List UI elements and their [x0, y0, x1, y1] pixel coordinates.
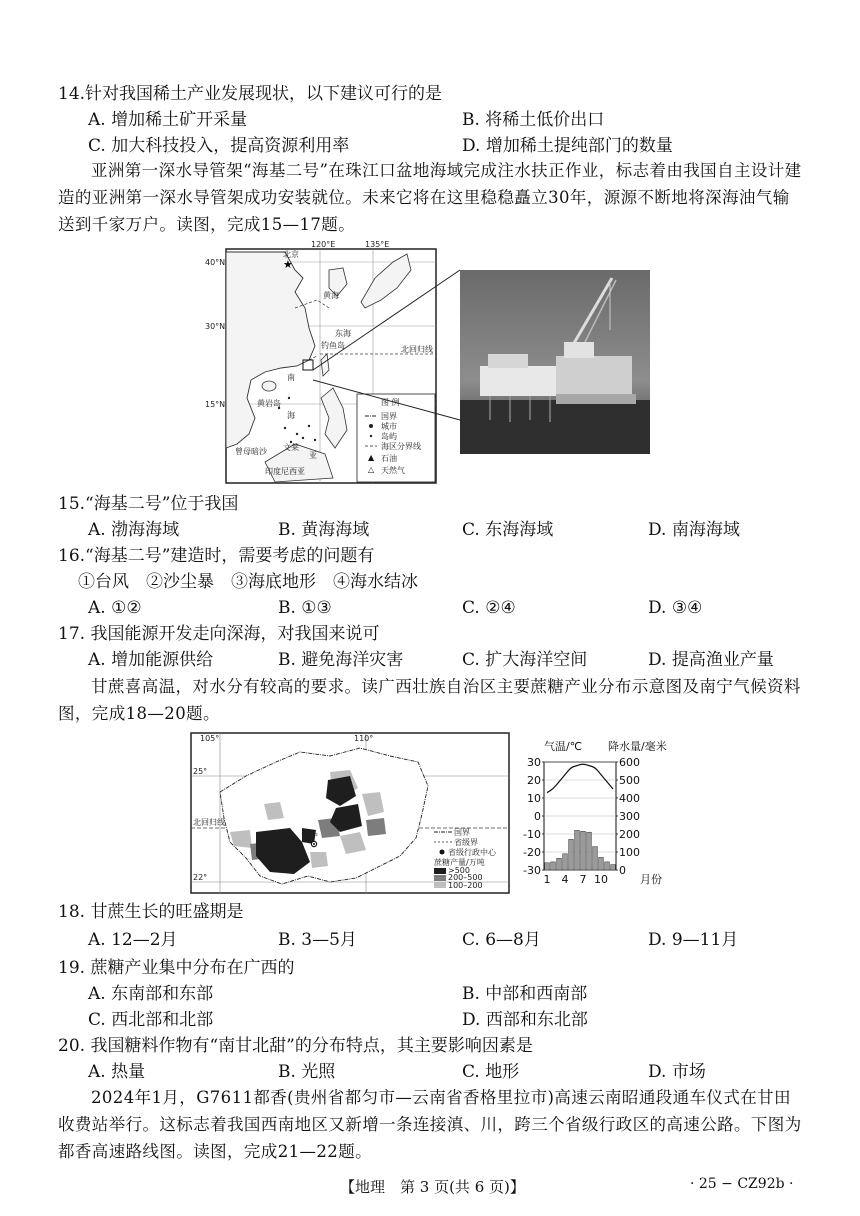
lon-110-label: 110°	[354, 734, 374, 743]
q19-option-d: D. 西部和东北部	[462, 1010, 588, 1030]
zengmu-label: 曾母暗沙	[235, 447, 267, 456]
guangxi-sugar-map	[190, 732, 510, 894]
q19-stem: 19. 蔗糖产业集中分布在广西的	[58, 958, 295, 978]
q18-option-b: B. 3—5月	[278, 930, 357, 950]
wenlai-label: 文莱	[283, 443, 299, 452]
precipitation-bar	[611, 865, 616, 870]
q17-stem: 17. 我国能源开发走向深海，对我国来说可	[58, 624, 380, 644]
tropic-label-gx: 北回归线	[193, 818, 225, 827]
legend-title: 图 例	[381, 398, 400, 407]
left-tick-label: 0	[534, 810, 541, 823]
legend-100-200: 100–200	[448, 881, 483, 890]
page-footer: 【地理 第 3 页(共 6 页)】	[340, 1178, 525, 1196]
q20-stem: 20. 我国糖料作物有“南甘北甜”的分布特点，其主要影响因素是	[58, 1036, 533, 1056]
q19-option-a: A. 东南部和东部	[88, 984, 214, 1004]
precipitation-bar	[575, 830, 580, 870]
precipitation-bar	[563, 854, 568, 870]
left-tick-label: -30	[523, 864, 541, 877]
x-tick-label: 4	[561, 873, 569, 886]
legend-provincial-capital: 省级行政中心	[448, 848, 496, 857]
ylabel-left: 气温/℃	[544, 740, 583, 753]
ya-label: 亚	[309, 451, 317, 460]
tropic-label: 北回归线	[401, 345, 433, 354]
x-tick-label: 1	[543, 873, 551, 886]
q18-option-a: A. 12—2月	[88, 930, 178, 950]
right-tick-label: 200	[619, 828, 640, 841]
nan-label: 南	[287, 373, 295, 382]
left-tick-label: 20	[527, 774, 541, 787]
precipitation-bar	[593, 847, 598, 870]
q15-option-b: B. 黄海海域	[278, 520, 370, 540]
q19-option-b: B. 中部和西南部	[462, 984, 588, 1004]
passage-sugarcane: 甘蔗喜高温，对水分有较高的要求。读广西壮族自治区主要蔗糖产业分布示意图及南宁气候资料图，完成18—20题。	[58, 677, 801, 723]
left-tick-label: 10	[527, 792, 541, 805]
hai-label: 海	[287, 411, 295, 420]
lat-40-label: 40°N	[205, 258, 226, 267]
q18-option-d: D. 9—11月	[648, 930, 739, 950]
legend-sugar-output: 蔗糖产量/万吨	[434, 858, 485, 867]
q20-option-c: C. 地形	[462, 1062, 520, 1082]
indonesia-label: 印度尼西亚	[265, 467, 305, 476]
temperature-line	[547, 764, 613, 792]
right-tick-label: 100	[619, 846, 640, 859]
x-tick-label: 7	[579, 873, 587, 886]
legend-200-500: 200–500	[448, 873, 483, 882]
q15-stem: 15.“海基二号”位于我国	[58, 494, 239, 514]
q16-stem: 16.“海基二号”建造时，需要考虑的问题有	[58, 546, 375, 566]
q15-option-a: A. 渤海海域	[88, 520, 180, 540]
q17-option-c: C. 扩大海洋空间	[462, 650, 588, 670]
lat-30-label: 30°N	[205, 322, 226, 331]
svg-text:★: ★	[283, 258, 293, 271]
legend-border: 国界	[381, 412, 397, 421]
q14-option-b: B. 将稀土低价出口	[462, 110, 605, 130]
svg-text:▲: ▲	[368, 453, 375, 462]
q16-option-c: C. ②④	[462, 598, 516, 618]
right-tick-label: 400	[619, 792, 640, 805]
passage-duxiang: 2024年1月，G7611都香(贵州省都匀市—云南省香格里拉市)高速云南昭通段通车仪式在甘田收费站举行。这标志着我国西南地区又新增一条连接滇、川，跨三个省级行政区的高速公路。下图为都香高速路线图。读图，完成21—22题。	[58, 1088, 802, 1161]
legend-sea-boundary: 海区分界线	[381, 442, 421, 451]
q15-option-d: D. 南海海域	[648, 520, 740, 540]
precipitation-bar	[587, 832, 592, 870]
q15-option-c: C. 东海海域	[462, 520, 554, 540]
q18-option-c: C. 6—8月	[462, 930, 541, 950]
precipitation-bar	[569, 839, 574, 870]
platform-photo	[460, 270, 650, 454]
legend-gas: 天然气	[381, 466, 405, 475]
q16-items: ①台风 ②沙尘暴 ③海底地形 ④海水结冰	[78, 572, 418, 592]
precipitation-bar	[599, 857, 604, 870]
callout-lines	[300, 260, 470, 430]
diaoyu-label: 钓鱼岛	[321, 341, 345, 350]
beijing-label: 北京	[283, 250, 299, 259]
q14-option-a: A. 增加稀土矿开采量	[88, 110, 248, 130]
left-tick-label: 30	[527, 756, 541, 769]
q18-stem: 18. 甘蔗生长的旺盛期是	[58, 902, 244, 922]
q20-option-b: B. 光照	[278, 1062, 336, 1082]
legend-oil: 石油	[381, 454, 397, 463]
legend-island: 岛屿	[381, 432, 397, 441]
lat-15-label: 15°N	[205, 400, 226, 409]
q20-option-d: D. 市场	[648, 1062, 706, 1082]
xlabel: 月份	[640, 873, 662, 886]
ylabel-right: 降水量/毫米	[608, 740, 667, 753]
q14-stem: 14.针对我国稀土产业发展现状，以下建议可行的是	[58, 84, 443, 104]
right-tick-label: 300	[619, 810, 640, 823]
left-tick-label: -10	[523, 828, 541, 841]
nanning-climate-chart	[508, 736, 708, 886]
q17-option-a: A. 增加能源供给	[88, 650, 214, 670]
precipitation-bar	[605, 862, 610, 870]
q16-option-d: D. ③④	[648, 598, 703, 618]
legend-over-500: >500	[448, 866, 470, 875]
huangyan-label: 黄岩岛	[257, 399, 281, 408]
x-tick-label: 10	[594, 873, 608, 886]
lon-135-label: 135°E	[365, 240, 390, 249]
left-tick-label: -20	[523, 846, 541, 859]
precipitation-bar	[581, 831, 586, 870]
legend-provincial-border: 省级界	[454, 838, 478, 847]
donghai-label: 东海	[335, 329, 351, 338]
legend-national-border: 国界	[454, 828, 470, 837]
q14-option-d: D. 增加稀土提纯部门的数量	[462, 136, 673, 156]
precipitation-bar	[545, 863, 550, 870]
legend-city: 城市	[381, 422, 397, 431]
nanning-label: 南宁	[302, 832, 318, 841]
huanghai-label: 黄海	[323, 291, 339, 300]
right-tick-label: 600	[619, 756, 640, 769]
lon-105-label: 105°	[200, 734, 220, 743]
q17-option-d: D. 提高渔业产量	[648, 650, 774, 670]
q20-option-a: A. 热量	[88, 1062, 146, 1082]
lat-22-label: 22°	[193, 873, 208, 882]
right-tick-label: 500	[619, 774, 640, 787]
q17-option-b: B. 避免海洋灾害	[278, 650, 404, 670]
svg-text:△: △	[368, 465, 375, 474]
q16-option-a: A. ①②	[88, 598, 142, 618]
passage-haiji: 亚洲第一深水导管架“海基二号”在珠江口盆地海域完成注水扶正作业，标志着由我国自主设计建造的亚洲第一深水导管架成功安装就位。未来它将在这里稳稳矗立30年，源源不断地将深海油气输送到千家万户。读图，完成15—17题。	[58, 161, 802, 234]
precipitation-bar	[551, 862, 556, 870]
precipitation-bar	[557, 858, 562, 870]
page-code: · 25 − CZ92b ·	[690, 1176, 794, 1192]
lat-25-label: 25°	[193, 767, 208, 776]
right-tick-label: 0	[619, 864, 626, 877]
q19-option-c: C. 西北部和北部	[88, 1010, 214, 1030]
lon-120-label: 120°E	[311, 240, 336, 249]
q14-option-c: C. 加大科技投入，提高资源利用率	[88, 136, 350, 156]
q16-option-b: B. ①③	[278, 598, 332, 618]
